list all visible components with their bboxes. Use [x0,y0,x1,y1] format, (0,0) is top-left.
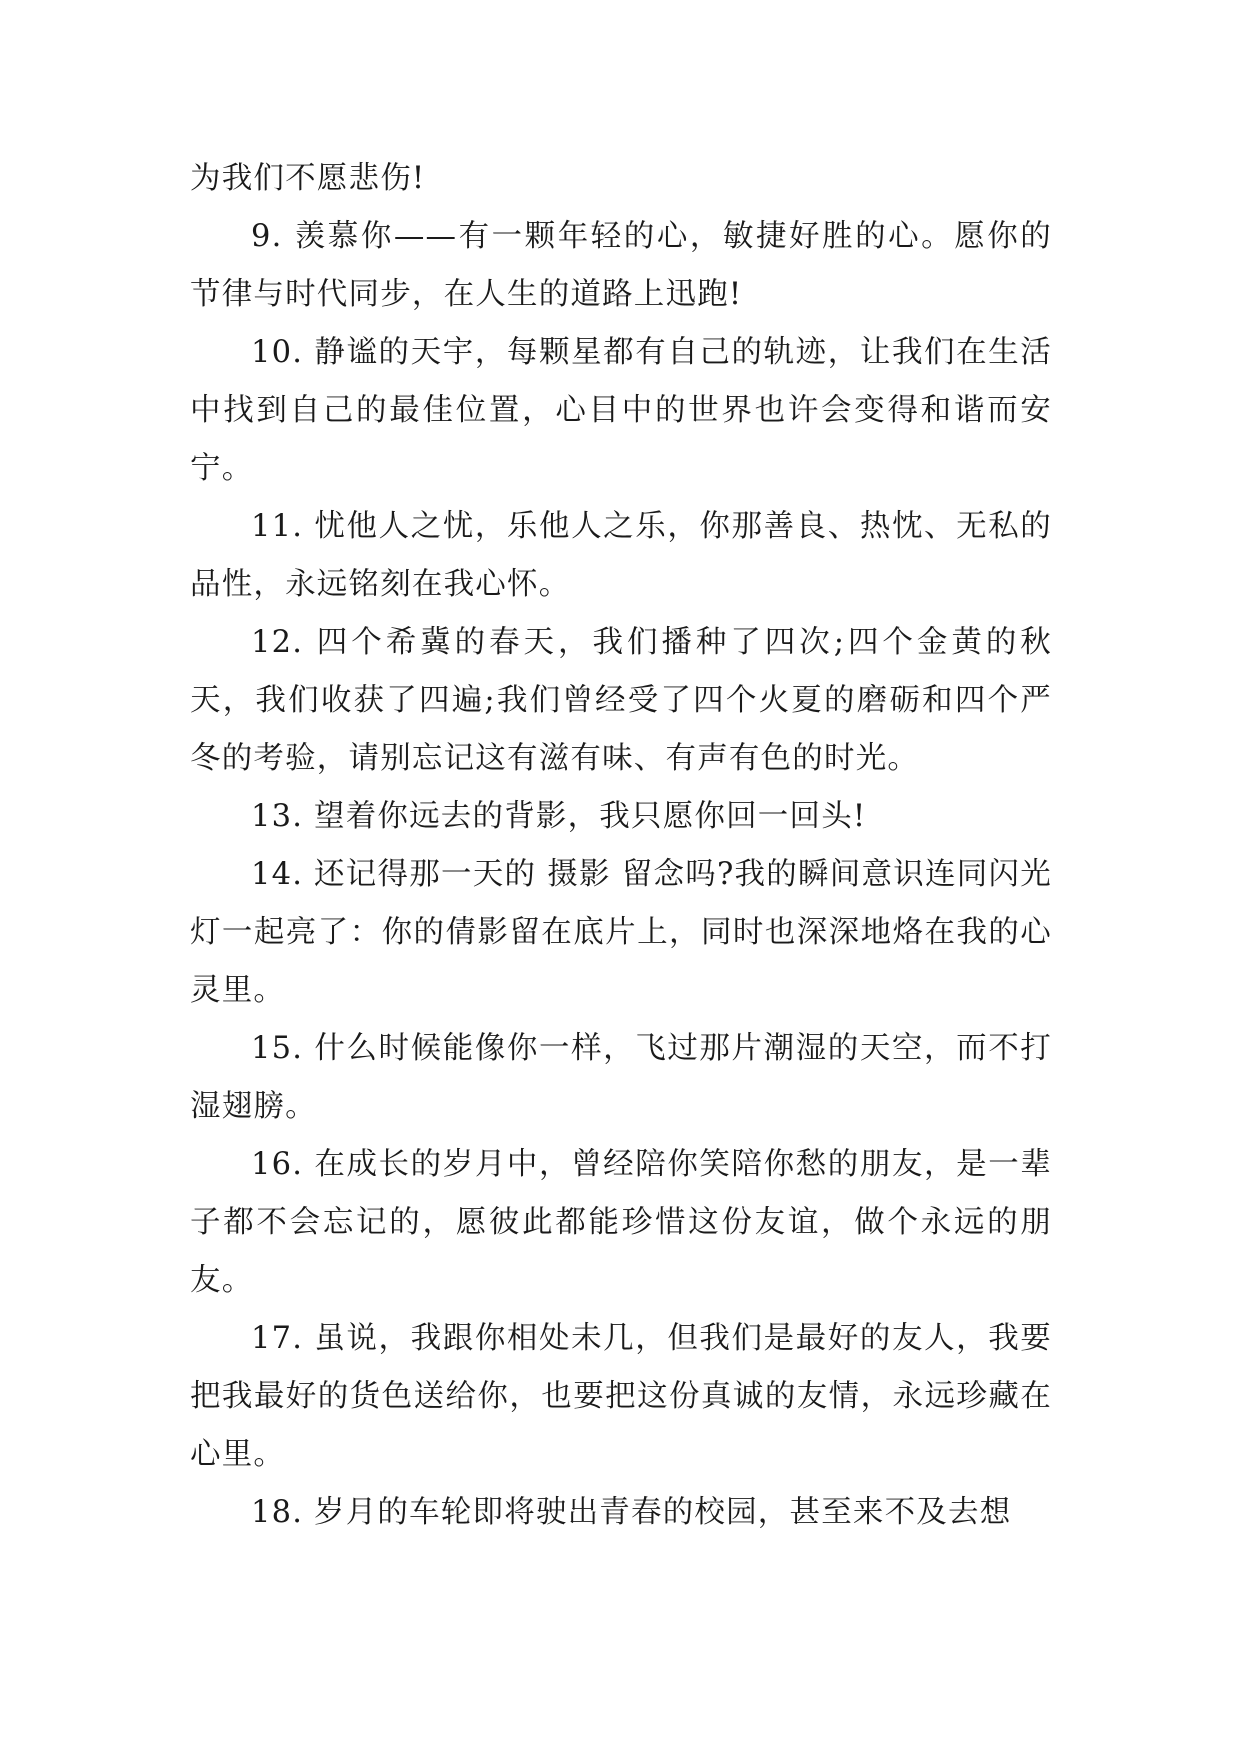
document-page [190,150,1052,1542]
paragraph-18: 18. 岁月的车轮即将驶出青春的校园，甚至来不及去想 [251,1495,1012,1530]
paragraph-11: 11. 忧他人之忧，乐他人之乐，你那善良、热忱、无私的品性，永远铭刻在我心怀。 [190,509,1052,602]
paragraph-17: 17. 虽说，我跟你相处未几，但我们是最好的友人，我要把我最好的货色送给你，也要把这份真诚的友情，永远珍藏在心里。 [190,1321,1052,1472]
paragraph-14: 14. 还记得那一天的 摄影 留念吗?我的瞬间意识连同闪光灯一起亮了：你的倩影留在底片上，同时也深深地烙在我的心灵里。 [190,857,1052,1008]
paragraph-12: 12. 四个希冀的春天，我们播种了四次;四个金黄的秋天，我们收获了四遍;我们曾经受了四个火夏的磨砺和四个严冬的考验，请别忘记这有滋有味、有声有色的时光。 [190,625,1052,776]
paragraph-9: 9. 羡慕你——有一颗年轻的心，敏捷好胜的心。愿你的节律与时代同步，在人生的道路上迅跑! [190,219,1052,312]
paragraph-continuation: 为我们不愿悲伤! [190,161,426,196]
paragraph-15: 15. 什么时候能像你一样，飞过那片潮湿的天空，而不打湿翅膀。 [190,1031,1052,1124]
paragraph-16: 16. 在成长的岁月中，曾经陪你笑陪你愁的朋友，是一辈子都不会忘记的，愿彼此都能珍惜这份友谊，做个永远的朋友。 [190,1147,1052,1298]
paragraph-10: 10. 静谧的天宇，每颗星都有自己的轨迹，让我们在生活中找到自己的最佳位置，心目中的世界也许会变得和谐而安宁。 [190,335,1052,486]
paragraph-13: 13. 望着你远去的背影，我只愿你回一回头! [251,799,867,834]
